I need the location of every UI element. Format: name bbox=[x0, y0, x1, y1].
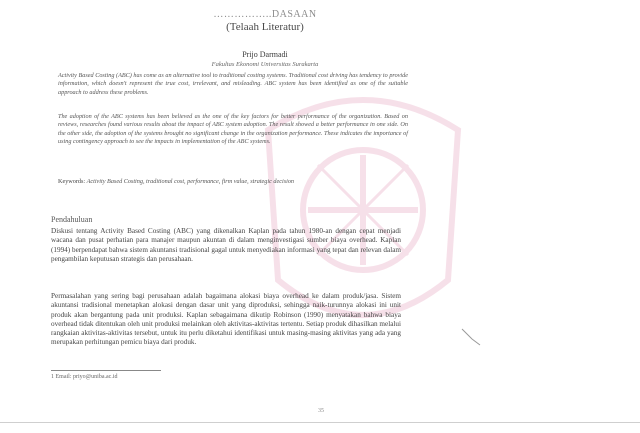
author-name: Prijo Darmadi bbox=[242, 50, 288, 59]
paper-title bbox=[120, 9, 410, 33]
title-line-2: (Telaah Literatur) bbox=[226, 21, 304, 33]
title-line-1: ……………..DASAAN bbox=[213, 9, 317, 20]
abstract-paragraph-2: The adoption of the ABC systems has been believed as the one of the key factors for better performance of the organization. Based on reviews, researches found various results about the impact of ABC system adoption. The result showed a better performance in one side. On the other side, the adoption of the systems brought no significant change in the organization performance. These indicates the importance of using contingency approach to see the impacts in implementation of the ABC systems. bbox=[58, 113, 408, 146]
abstract-paragraph-1: Activity Based Costing (ABC) has come as an alternative tool to traditional costing systems. Traditional cost driving has tendency to provide information, which doesn't represent the true cost, irrelevant, and misleading. ABC system has been identified as one of the suitable approach to address these problems. bbox=[58, 72, 408, 96]
body-paragraph-1: Diskusi tentang Activity Based Costing (ABC) yang dikenalkan Kaplan pada tahun 1980-an dengan cepat menjadi wacana dan pusat perhatian para manajer maupun akuntan di dalam menginvestigasi sumber biaya overhead. Kaplan (1994) berpendapat bahwa sistem akuntansi tradisional gagal untuk menyediakan informasi yang tepat dan relevan dalam pengambilan keputusan strategis dan perusahaan. bbox=[51, 227, 401, 263]
footnote: 1 Email: priyo@uniba.ac.id bbox=[51, 374, 118, 380]
body-paragraph-2: Permasalahan yang sering bagi perusahaan adalah bagaimana alokasi biaya overhead ke dalam produk/jasa. Sistem akuntansi tradisional menetapkan alokasi dengan dasar unit yang diproduksi, sehingga naik-turunnya alokasi ini unit produk akan bergantung pada unit produksi. Kaplan sebagaimana dikutip Robinson (1990) menyatakan bahwa biaya overhead tidak ditentukan oleh unit produksi melainkan oleh aktivitas-aktivitas tertentu. Setiap produk dihasilkan melalui rangkaian aktivitas-aktivitas tersebut, untuk itu perlu diketahui identifikasi untuk masing-masing aktivitas yang ada yang merupakan perhitungan pemicu biaya dari produk. bbox=[51, 292, 401, 347]
author-block bbox=[120, 50, 410, 70]
keywords-text: Activity Based Costing, traditional cost, performance, firm value, strategic decision bbox=[86, 178, 295, 185]
author-affiliation: Fakultas Ekonomi Universitas Surakarta bbox=[211, 61, 319, 68]
keywords-label: Keywords: bbox=[58, 178, 86, 185]
page-bottom-rule bbox=[0, 422, 640, 423]
page-number: 35 bbox=[318, 408, 324, 414]
footnote-rule bbox=[51, 370, 161, 371]
section-heading: Pendahuluan bbox=[51, 215, 93, 224]
keywords bbox=[58, 178, 408, 186]
pen-mark-icon bbox=[460, 325, 482, 347]
